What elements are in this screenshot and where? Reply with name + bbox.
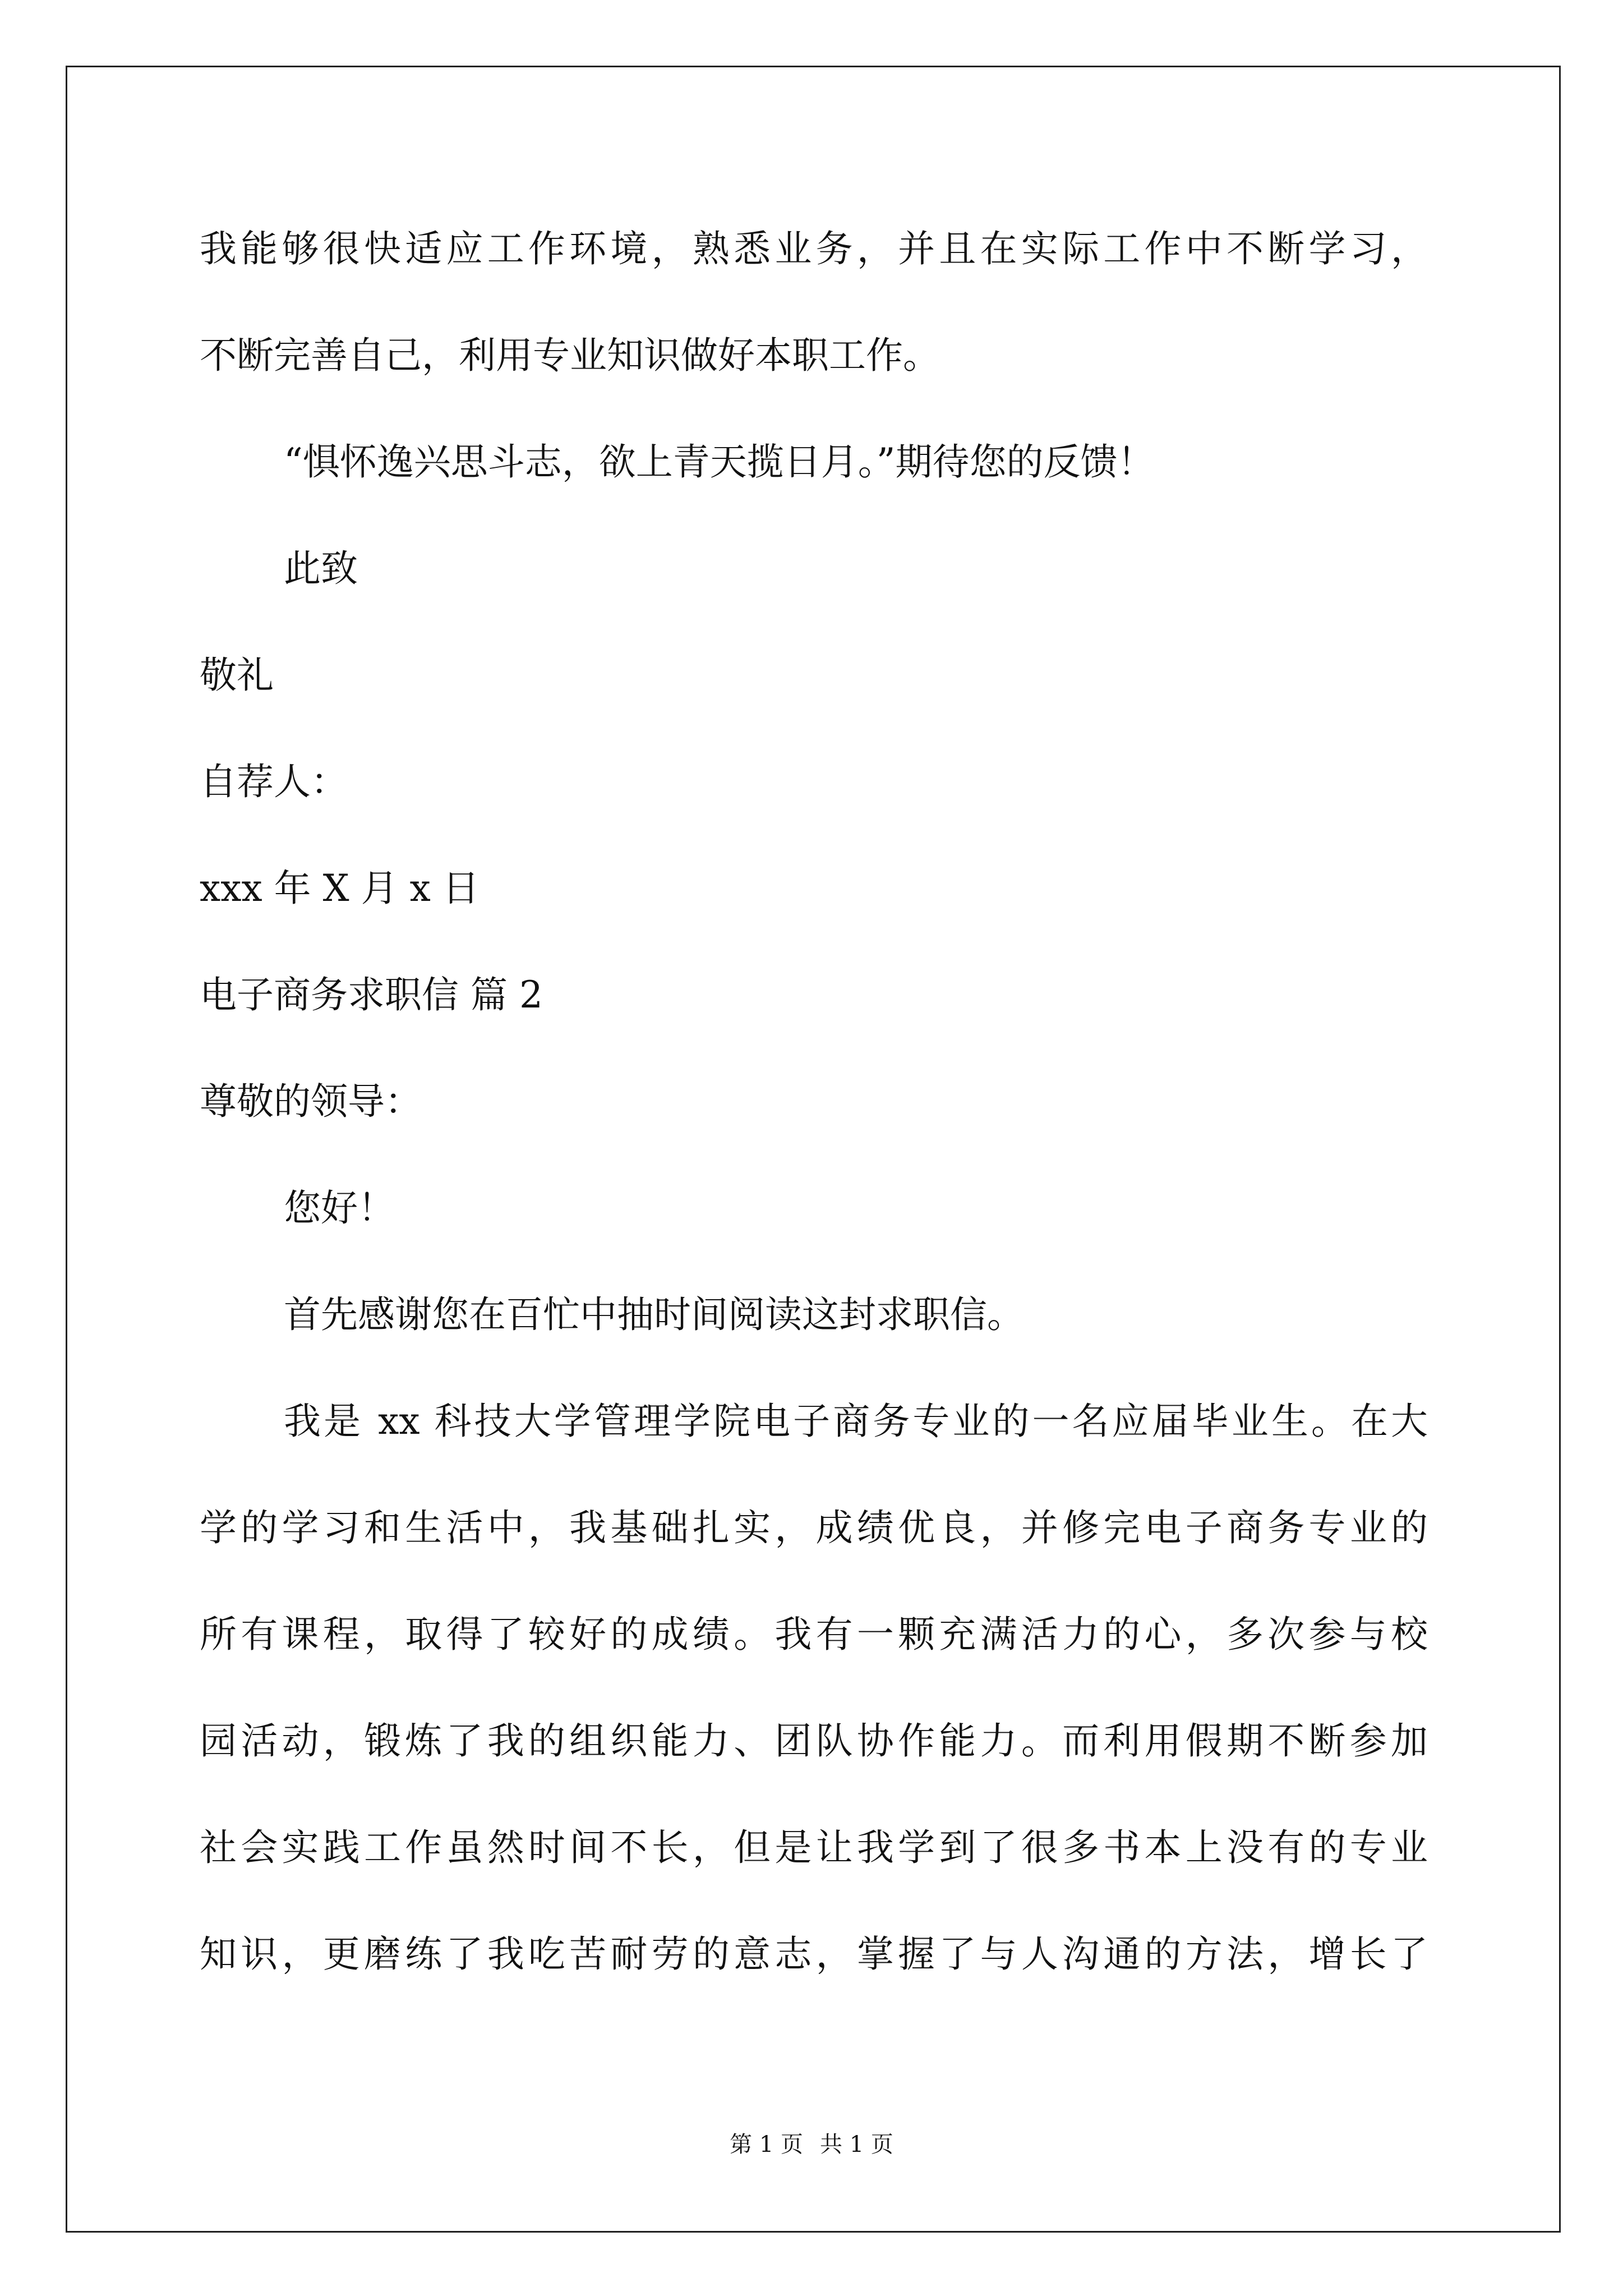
body-line: 我能够很快适应工作环境，熟悉业务，并且在实际工作中不断学习， — [200, 227, 1428, 270]
body-line: 所有课程，取得了较好的成绩。我有一颗充满活力的心，多次参与校 — [200, 1613, 1428, 1656]
page-border — [66, 66, 1561, 2233]
body-line: 知识，更磨练了我吃苦耐劳的意志，掌握了与人沟通的方法，增长了 — [200, 1932, 1428, 1976]
page-total: 共 1 页 — [820, 2132, 893, 2157]
section-heading: 电子商务求职信 篇 2 — [200, 973, 543, 1016]
body-line: 我是 xx 科技大学管理学院电子商务专业的一名应届毕业生。在大 — [284, 1400, 1428, 1443]
body-line: 园活动，锻炼了我的组织能力、团队协作能力。而利用假期不断参加 — [200, 1719, 1428, 1763]
body-line: 不断完善自己，利用专业知识做好本职工作。 — [200, 334, 940, 377]
salutation-line: 敬礼 — [200, 654, 274, 697]
body-line: 学的学习和生活中，我基础扎实，成绩优良，并修完电子商务专业的 — [200, 1506, 1428, 1549]
greeting-line: 尊敬的领导： — [200, 1080, 422, 1123]
signature-label: 自荐人： — [200, 760, 348, 803]
page-number: 第 1 页 — [730, 2132, 803, 2157]
body-line: 您好！ — [284, 1186, 395, 1230]
body-line: 社会实践工作虽然时间不长，但是让我学到了很多书本上没有的专业 — [200, 1826, 1428, 1869]
body-line: “惧怀逸兴思斗志，欲上青天揽日月。”期待您的反馈！ — [284, 440, 1155, 484]
closing-line: 此致 — [284, 547, 358, 590]
body-line: 首先感谢您在百忙中抽时间阅读这封求职信。 — [284, 1293, 1024, 1336]
page-footer — [0, 2131, 1623, 2159]
date-line: xxx 年 X 月 x 日 — [200, 867, 479, 910]
